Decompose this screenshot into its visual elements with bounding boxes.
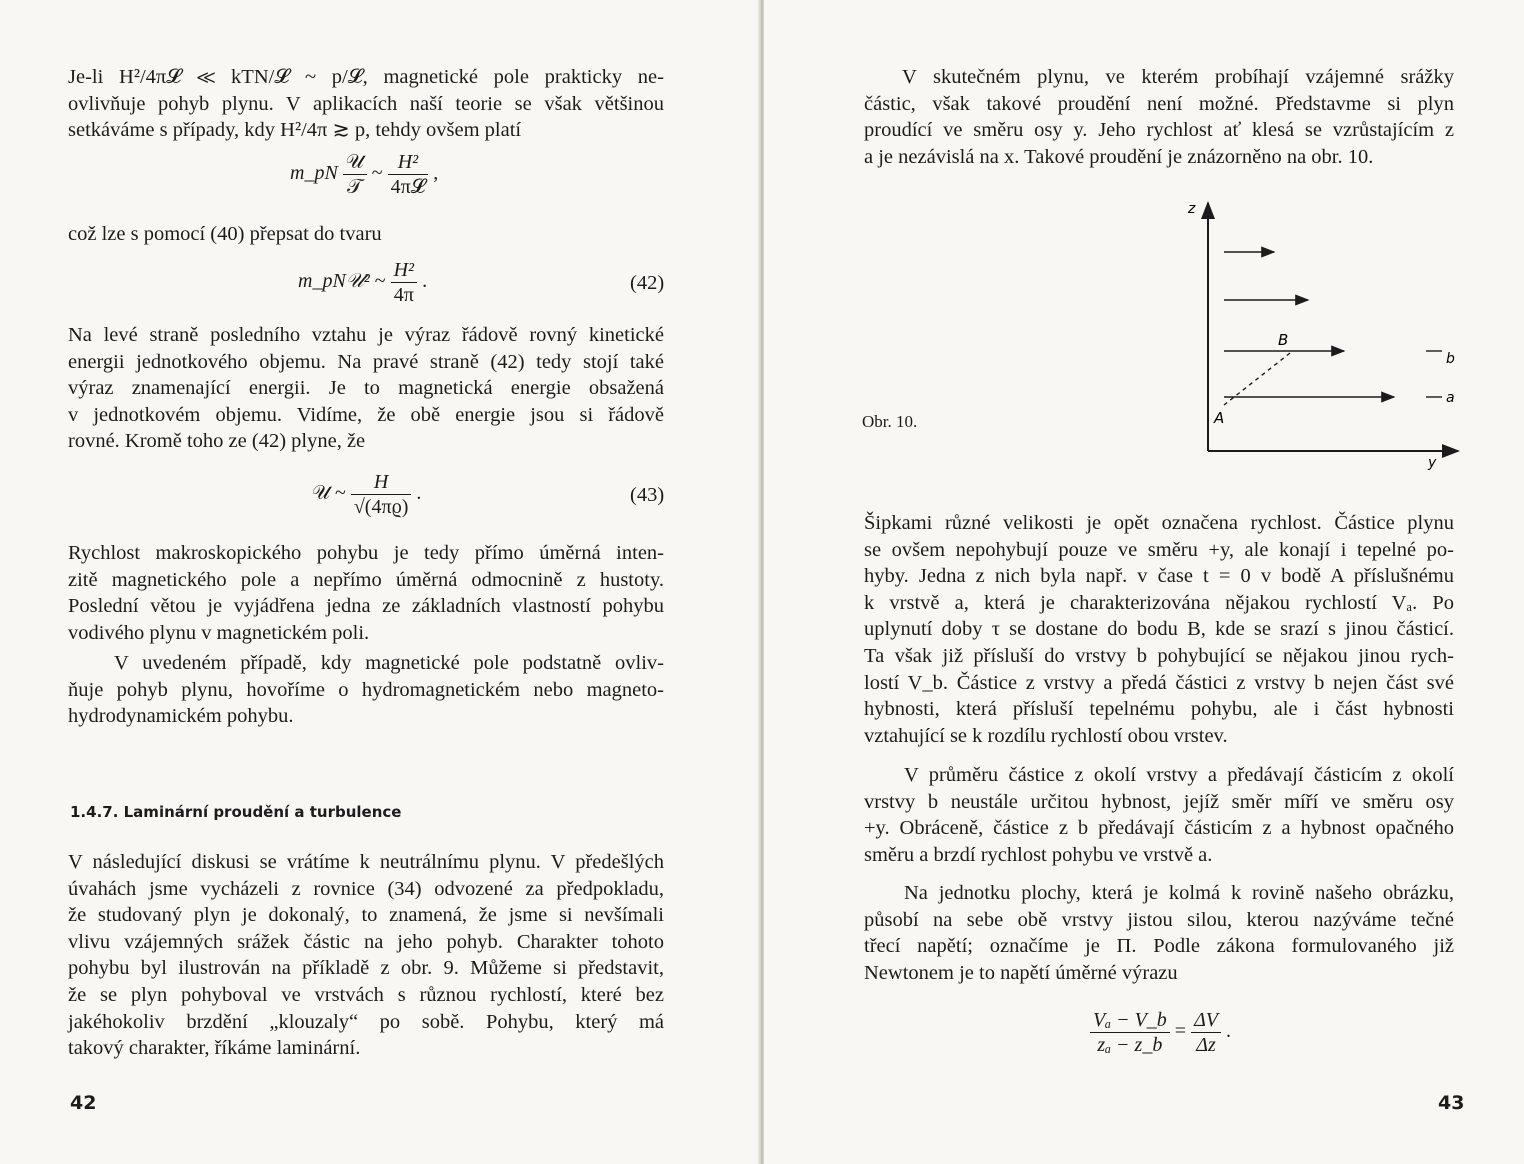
text-line: k vrstvě a, která je charakterizována nějakou rychlostí Vₐ. Po bbox=[864, 591, 1454, 614]
layer-b-label: b bbox=[1446, 351, 1455, 367]
text-line: uplynutí doby τ se dostane do bodu B, kde se srazí s jinou částicí. bbox=[864, 618, 1454, 641]
eq-end: . bbox=[422, 270, 428, 293]
eq-numerator: H bbox=[351, 470, 412, 495]
eq-denominator: √(4πϱ) bbox=[353, 496, 409, 518]
paragraph-arrows bbox=[864, 510, 1454, 749]
text-line: ňuje pohyb plynu, hovoříme o hydromagnetickém nebo magneto- bbox=[68, 678, 664, 701]
text-line: hydrodynamickém pohybu. bbox=[68, 705, 294, 728]
text-line: se ovšem nepohybují pouze ve směru +y, ale konají i tepelné po- bbox=[864, 538, 1454, 561]
figure-10-diagram bbox=[1188, 195, 1474, 471]
text-line: Na levé straně posledního vztahu je výraz řádově rovný kinetické bbox=[68, 324, 664, 346]
text-line: a je nezávislá na x. Takové proudění je znázorněno na obr. 10. bbox=[864, 145, 1374, 168]
eq-relation: = bbox=[1174, 1020, 1187, 1043]
paragraph-energy bbox=[68, 322, 664, 455]
text-line: vodivého plynu v magnetickém poli. bbox=[68, 621, 370, 644]
paragraph-real-gas bbox=[864, 64, 1454, 170]
eq-relation: ~ bbox=[335, 482, 346, 505]
right-page bbox=[764, 0, 1524, 1164]
eq-term: m_pN𝒰² bbox=[298, 270, 370, 293]
equation-43 bbox=[312, 470, 421, 519]
text-line: V průměru částice z okolí vrstvy a předávají částicím z okolí bbox=[904, 764, 1454, 786]
text-line: hybnosti, která přísluší tepelnému pohybu, ale i část hybnosti bbox=[864, 698, 1454, 721]
text-line: hyby. Jedna z nich byla např. v čase t = 0 v bodě A příslušnému bbox=[864, 565, 1454, 588]
text-line: Newtonem je to napětí úměrné výrazu bbox=[864, 961, 1178, 984]
eq-numerator: H² bbox=[388, 150, 429, 175]
page-number: 43 bbox=[1438, 1092, 1465, 1114]
eq-fraction bbox=[1090, 1008, 1170, 1057]
text-line: pohybu byl ilustrován na příkladě z obr. 9. Můžeme si představit, bbox=[68, 957, 664, 980]
equation-42 bbox=[298, 258, 427, 307]
text-line: +y. Obráceně, částice z b předávají částicím z a hybnost opačného bbox=[864, 817, 1454, 840]
text-line: rovné. Kromě toho ze (42) plyne, že bbox=[68, 430, 366, 453]
equation-number: (43) bbox=[630, 484, 665, 506]
paragraph-stress bbox=[864, 880, 1454, 986]
text-line: vztahující se k rozdílu rychlostí obou vrstev. bbox=[864, 724, 1228, 747]
eq-numerator: H² bbox=[391, 258, 417, 283]
page-number: 42 bbox=[70, 1092, 97, 1114]
left-page bbox=[0, 0, 760, 1164]
text-line: Na jednotku plochy, která je kolmá k rovině našeho obrázku, bbox=[904, 882, 1454, 904]
text-line: zitě magnetického pole a nepřímo úměrná odmocnině z hustoty. bbox=[68, 568, 664, 591]
text-line: Rychlost makroskopického pohybu je tedy přímo úměrná inten- bbox=[68, 542, 664, 564]
eq-numerator: ΔV bbox=[1191, 1008, 1221, 1033]
paragraph-momentum bbox=[864, 762, 1454, 868]
text-line: Je-li H²/4π𝓛 ≪ kTN/𝓛 ~ p/𝓛, magnetické pole prakticky ne- bbox=[68, 66, 664, 88]
eq-end: , bbox=[433, 162, 439, 185]
text-line: Ta však již přísluší do vrstvy b pohybující se nějakou jinou rych- bbox=[864, 644, 1454, 667]
point-a-label: A bbox=[1214, 409, 1225, 427]
text-line: energii jednotkového objemu. Na pravé straně (42) tedy stojí také bbox=[68, 350, 664, 373]
eq-fraction bbox=[351, 470, 412, 519]
paragraph-laminar bbox=[68, 849, 664, 1062]
text-line: Šipkami různé velikosti je opět označena rychlost. Částice plynu bbox=[864, 512, 1454, 534]
paragraph-intro bbox=[68, 64, 664, 144]
text-line: úvahách jsme vycházeli z rovnice (34) odvozené za předpokladu, bbox=[68, 877, 664, 900]
paragraph-mhd bbox=[68, 650, 664, 730]
text-line: výraz znamenající energii. Je to magnetická energie obsažená bbox=[68, 377, 664, 400]
eq-denominator: 𝒯 bbox=[347, 176, 363, 198]
eq-fraction bbox=[1191, 1008, 1221, 1057]
eq-term: m_pN bbox=[290, 162, 338, 185]
text-line: proudící ve směru osy y. Jeho rychlost ať klesá se vzrůstajícím z bbox=[864, 119, 1454, 142]
paragraph-velocity bbox=[68, 540, 664, 646]
paragraph-rewrite bbox=[68, 221, 664, 248]
text-line: že se plyn pohyboval ve vrstvách s různou rychlostí, které bez bbox=[68, 983, 664, 1006]
text-line: V následující diskusi se vrátíme k neutrálnímu plynu. V předešlých bbox=[68, 851, 664, 873]
text-line: což lze s pomocí (40) přepsat do tvaru bbox=[68, 223, 382, 245]
text-line: že studovaný plyn je dokonalý, to znamená, že jsme si nevšímali bbox=[68, 904, 664, 927]
text-line: V skutečném plynu, ve kterém probíhají vzájemné srážky bbox=[902, 66, 1454, 88]
eq-numerator: 𝒰 bbox=[343, 150, 367, 175]
eq-fraction bbox=[343, 150, 367, 199]
text-line: částic, však takové proudění není možné. Představme si plyn bbox=[864, 92, 1454, 115]
text-line: třecí napětí; označíme je Π. Podle zákona formulovaného již bbox=[864, 935, 1454, 958]
eq-denominator: zₐ − z_b bbox=[1097, 1034, 1163, 1056]
eq-fraction bbox=[391, 258, 417, 307]
eq-denominator: 4π𝓛 bbox=[390, 176, 426, 198]
eq-relation: ~ bbox=[371, 162, 383, 185]
text-line: v jednotkovém objemu. Vidíme, že obě energie jsou si řádově bbox=[68, 403, 664, 426]
text-line: V uvedeném případě, kdy magnetické pole podstatně ovliv- bbox=[114, 652, 664, 674]
equation-number: (42) bbox=[630, 272, 665, 294]
section-heading: 1.4.7. Laminární proudění a turbulence bbox=[70, 803, 402, 821]
eq-end: . bbox=[1226, 1020, 1232, 1043]
eq-end: . bbox=[416, 482, 422, 505]
text-line: jakéhokoliv brzdění „klouzaly“ po sobě. Pohybu, který má bbox=[68, 1010, 664, 1033]
text-line: Poslední větou je vyjádřena jedna ze základních vlastností pohybu bbox=[68, 595, 664, 618]
text-line: takový charakter, říkáme laminární. bbox=[68, 1037, 361, 1060]
eq-numerator: Vₐ − V_b bbox=[1090, 1008, 1170, 1033]
point-b-label: B bbox=[1278, 331, 1289, 349]
text-line: směru a brzdí rychlost pohybu ve vrstvě a. bbox=[864, 843, 1213, 866]
eq-term: 𝒰 bbox=[312, 482, 330, 505]
text-line: lostí V_b. Částice z vrstvy a předá částici z vrstvy b nejen část své bbox=[864, 671, 1454, 694]
eq-relation: ~ bbox=[374, 270, 386, 293]
equation-1 bbox=[290, 150, 438, 199]
z-axis-label: z bbox=[1188, 201, 1196, 217]
eq-fraction bbox=[388, 150, 429, 199]
text-line: setkáváme s případy, kdy H²/4π ≳ p, tehdy ovšem platí bbox=[68, 119, 522, 142]
text-line: vlivu vzájemných srážek částic na jeho pohyb. Charakter tohoto bbox=[68, 930, 664, 953]
y-axis-label: y bbox=[1428, 455, 1437, 471]
text-line: vrstvy b neustále určitou hybnost, jejíž směr míří ve směru osy bbox=[864, 790, 1454, 813]
figure-caption: Obr. 10. bbox=[862, 412, 918, 431]
text-line: působí na sebe obě vrstvy jistou silou, kterou nazýváme tečné bbox=[864, 908, 1454, 931]
equation-gradient bbox=[1090, 1008, 1231, 1057]
eq-denominator: Δz bbox=[1196, 1034, 1216, 1056]
eq-denominator: 4π bbox=[393, 284, 414, 306]
text-line: ovlivňuje pohyb plynu. V aplikacích naší teorie se však většinou bbox=[68, 92, 664, 115]
layer-a-label: a bbox=[1446, 390, 1455, 406]
